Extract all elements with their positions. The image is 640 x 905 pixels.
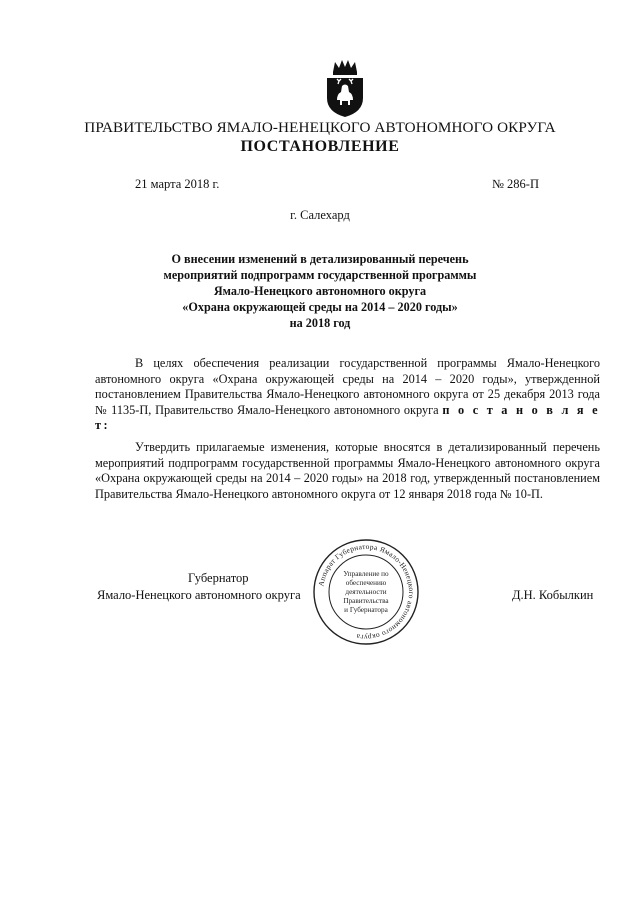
subject-line: на 2018 год [289,316,351,330]
body-paragraph-1 [95,356,600,434]
document-number: № 286-П [492,177,539,191]
signatory-title: Губернатор [188,571,249,585]
subject-line: Ямало-Ненецкого автономного округа [213,284,427,298]
signatory-name: Д.Н. Кобылкин [512,588,594,602]
stamp-inner-line: деятельности [345,588,387,596]
decision-word: п о с т а н о в л я е т: [95,402,600,433]
document-subject [120,251,520,331]
stamp-outer-text: Аппарат Губернатора Ямало-Ненецкого автономного округа [316,541,417,643]
stamp-inner-line: обеспечению [345,579,387,587]
document-city: г. Салехард [290,208,350,222]
signatory-region: Ямало-Ненецкого автономного округа [97,588,301,602]
document-date: 21 марта 2018 г. [135,177,220,191]
stamp-inner-line: и Губернатора [344,606,388,614]
paragraph-text: В целях обеспечения реализации государственной программы Ямало-Ненецкого автономного округа «Охрана окружающей среды на 2014 – 2020 годы», утвержденной постановлением Правительства Ямало-Ненецкого автономного округа от 25 декабря 2013 года № 1135-П, Правительство Ямало-Ненецкого автономного округа [95,356,600,417]
body-paragraph-2: Утвердить прилагаемые изменения, которые вносятся в детализированный перечень мероприятий подпрограмм государственной программы Ямало-Ненецкого автономного округа «Охрана окружающей среды на 2014 – 2020 годы» на 2018 год, утвержденный постановлением Правительства Ямало-Ненецкого автономного округа от 12 января 2018 года № 10-П. [95,440,600,501]
coat-of-arms-emblem [324,58,366,118]
document-type-title: ПОСТАНОВЛЕНИЕ [240,138,400,155]
stamp-inner-line: Управление по [343,570,389,578]
subject-line: мероприятий подпрограмм государственной программы [163,268,477,282]
government-title: ПРАВИТЕЛЬСТВО ЯМАЛО-НЕНЕЦКОГО АВТОНОМНОГО ОКРУГА [84,119,556,136]
subject-line: О внесении изменений в детализированный перечень [171,252,469,266]
stamp-inner-line: Правительства [343,597,389,605]
subject-line: «Охрана окружающей среды на 2014 – 2020 годы» [182,300,458,314]
official-stamp [312,538,420,646]
